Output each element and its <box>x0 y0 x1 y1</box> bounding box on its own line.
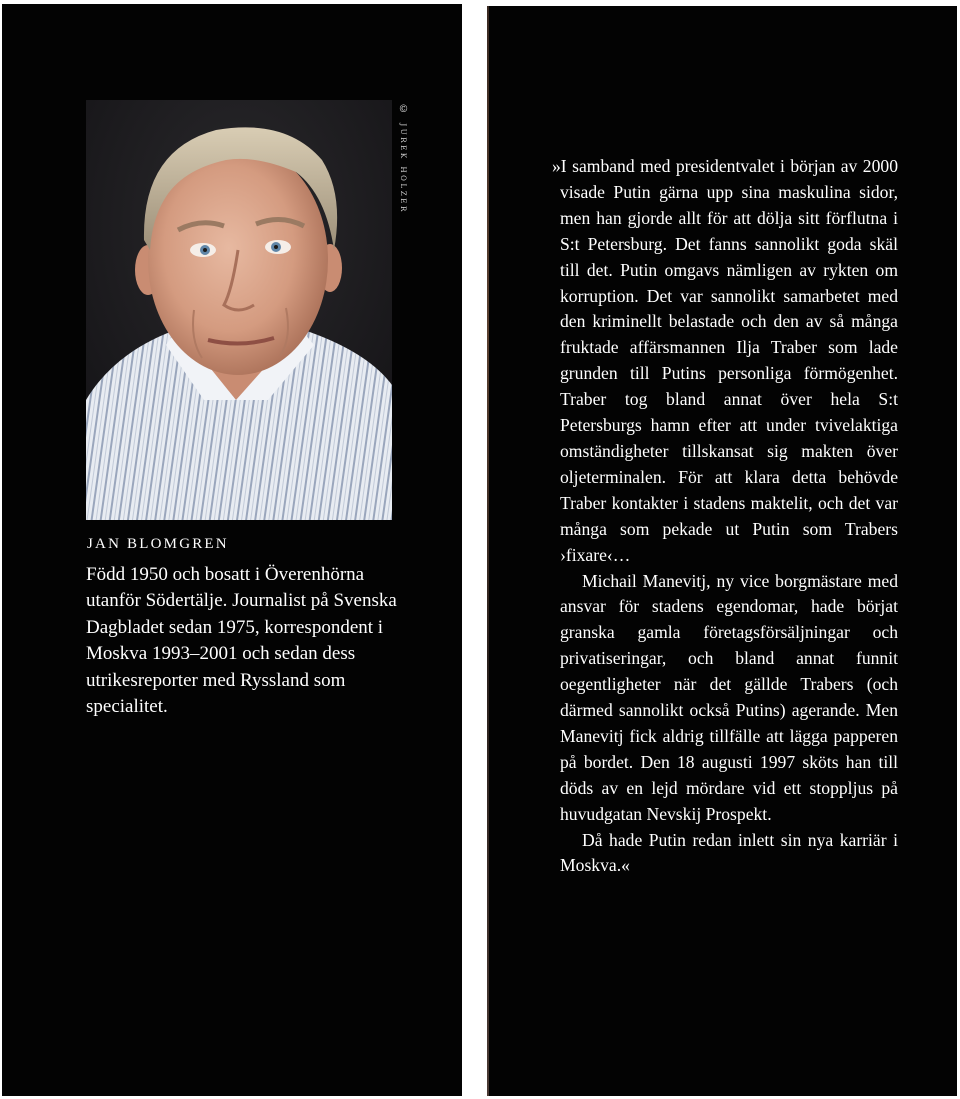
excerpt-paragraph-2: Michail Manevitj, ny vice borgmästare med ansvar för stadens egendomar, hade börjat granska gamla företagsförsäljningar och privatiseringar, och bland annat funnit oegentligheter när det gällde Trabers (och därmed sannolikt också Putins) agerande. Men Manevitj fick aldrig tillfälle att lägga papperen på bordet. Den 18 augusti 1997 sköts han till döds av en lejd mördare vid ett stoppljus på huvudgatan Nevskij Prospekt. <box>560 570 898 824</box>
author-portrait <box>86 100 392 520</box>
author-bio: Född 1950 och bosatt i Överenhörna utanför Södertälje. Journalist på Svenska Dagbladet sedan 1975, korrespondent i Moskva 1993–2001 och sedan dess utrikesreporter med Ryssland som specialitet. <box>86 564 397 718</box>
photo-credit: © jurek holzer <box>398 104 409 214</box>
author-name: JAN BLOMGREN <box>87 536 229 552</box>
excerpt-paragraph-3: Då hade Putin redan inlett sin nya karriär i Moskva.« <box>560 829 898 876</box>
author-portrait-image <box>86 100 392 520</box>
excerpt-paragraph-1: »I samband med presidentvalet i början av 2000 visade Putin gärna upp sina maskulina sidor, men han gjorde allt för att dölja sitt förflutna i S:t Petersburg. Det fanns sannolikt goda skäl till det. Putin omgavs nämligen av rykten om korruption. Det var sannolikt samarbetet med den kriminellt belastade och den av så många fruktade affärsmannen Ilja Traber som lade grunden till Putins personliga förmögenhet. Traber tog bland annat över hela S:t Petersburgs hamn efter att under tvivelaktiga omständigheter tillskansat sig makten över oljeterminalen. För att klara detta behövde Traber kontakter i stadens maktelit, och det var många som pekade ut Putin som Trabers ›fixare‹… <box>552 156 898 565</box>
book-excerpt <box>552 154 898 879</box>
